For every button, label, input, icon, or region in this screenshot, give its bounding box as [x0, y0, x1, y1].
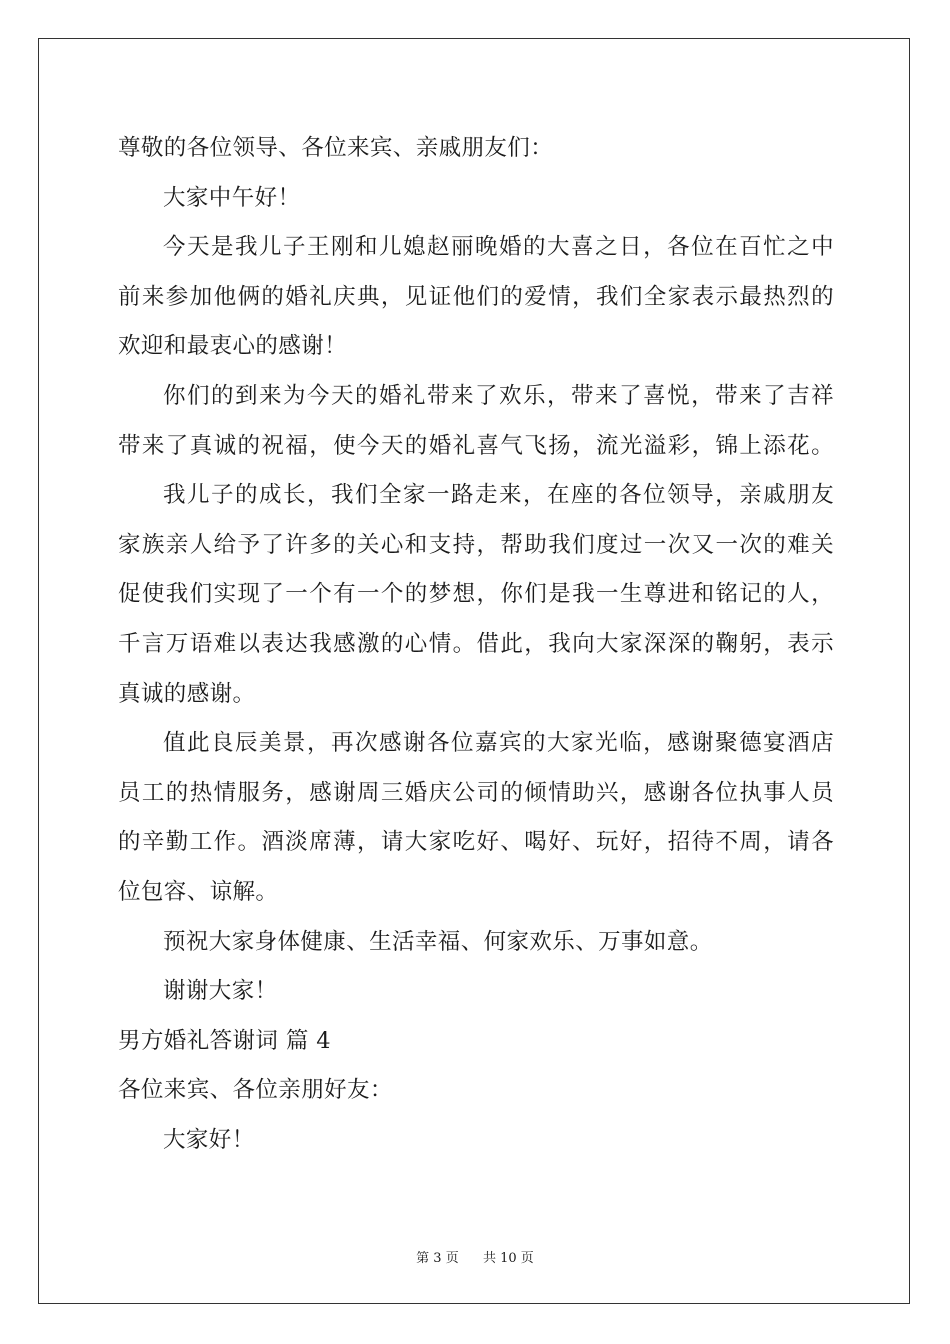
paragraph-line: 家族亲人给予了许多的关心和支持，帮助我们度过一次又一次的难关 [118, 531, 834, 558]
paragraph-line: 促使我们实现了一个有一个的梦想，你们是我一生尊进和铭记的人， [118, 581, 834, 608]
page-total: 共 10 页 [483, 1251, 534, 1266]
paragraph-line: 真诚的感谢。 [118, 680, 256, 707]
paragraph-line: 带来了真诚的祝福，使今天的婚礼喜气飞扬，流光溢彩，锦上添花。 [118, 432, 834, 459]
paragraph-line: 欢迎和最衷心的感谢！ [118, 333, 348, 360]
paragraph-line: 千言万语难以表达我感激的心情。借此，我向大家深深的鞠躬，表示 [118, 630, 834, 657]
paragraph-line: 今天是我儿子王刚和儿媳赵丽晚婚的大喜之日，各位在百忙之中 [163, 234, 834, 261]
paragraph-line: 位包容、谅解。 [118, 878, 279, 905]
paragraph-line: 谢谢大家！ [163, 978, 278, 1005]
paragraph-line: 大家中午好！ [163, 184, 301, 211]
section-heading: 男方婚礼答谢词 篇 4 [118, 1027, 332, 1054]
page-number: 第 3 页 [416, 1251, 459, 1266]
greeting-line: 尊敬的各位领导、各位来宾、亲戚朋友们： [118, 135, 554, 161]
paragraph-line: 我儿子的成长，我们全家一路走来，在座的各位领导，亲戚朋友 [163, 482, 834, 509]
page-footer [0, 1247, 950, 1266]
paragraph-line: 值此良辰美景，再次感谢各位嘉宾的大家光临，感谢聚德宴酒店 [163, 730, 834, 757]
paragraph-line: 员工的热情服务，感谢周三婚庆公司的倾情助兴，感谢各位执事人员 [118, 779, 834, 806]
paragraph-line: 你们的到来为今天的婚礼带来了欢乐，带来了喜悦，带来了吉祥 [163, 382, 834, 409]
greeting-line: 各位来宾、各位亲朋好友： [118, 1077, 393, 1104]
paragraph-line: 预祝大家身体健康、生活幸福、何家欢乐、万事如意。 [163, 928, 713, 955]
paragraph-line: 的辛勤工作。酒淡席薄，请大家吃好、喝好、玩好，招待不周，请各 [118, 829, 834, 856]
document-body [118, 124, 834, 1165]
paragraph-line: 大家好！ [163, 1126, 255, 1153]
paragraph-line: 前来参加他俩的婚礼庆典，见证他们的爱情，我们全家表示最热烈的 [118, 283, 834, 310]
